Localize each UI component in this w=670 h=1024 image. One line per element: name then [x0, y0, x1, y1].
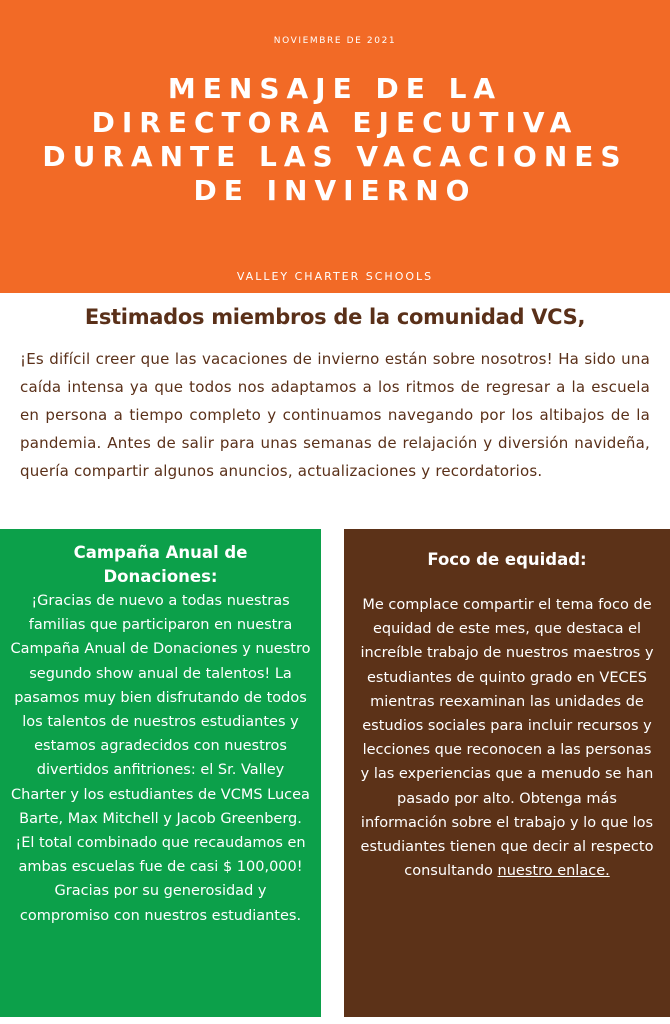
equity-title: Foco de equidad:: [427, 550, 587, 569]
intro-paragraph: ¡Es difícil creer que las vacaciones de invierno están sobre nosotros! Ha sido una caída intensa ya que todos nos adaptamos a los ritmos de regresar a la escuela en persona a tiempo completo y continuamos navegando por los altibajos de la pandemia. Antes de salir para unas semanas de relajación y diversión navideña, quería compartir algunos anuncios, actualizaciones y recordatorios.: [20, 350, 650, 480]
header-banner: [0, 0, 670, 293]
campaign-section: [0, 529, 321, 1017]
equity-link[interactable]: nuestro enlace.: [497, 863, 610, 880]
campaign-body: ¡Gracias de nuevo a todas nuestras familias que participaron en nuestra Campaña Anual de Donaciones y nuestro segundo show anual de talentos! La pasamos muy bien disfrutando de todos los talentos de nuestros estudiantes y estamos agradecidos con nuestros divertidos anfitriones: el Sr. Valley Charter y los estudiantes de VCMS Lucea Barte, Max Mitchell y Jacob Greenberg. ¡El total combinado que recaudamos en ambas escuelas fue de casi $ 100,000! Gracias por su generosidad y compromiso con nuestros estudiantes.: [10, 593, 311, 924]
equity-body-container: [344, 572, 670, 883]
equity-body: Me complace compartir el tema foco de equidad de este mes, que destaca el increíble trabajo de nuestros maestros y estudiantes de quinto grado en VECES mientras reexaminan las unidades de estudios sociales para incluir recursos y lecciones que reconocen a las personas y las experiencias que a menudo se han pasado por alto. Obtenga más información sobre el trabajo y lo que los estudiantes tienen que decir al respecto consultando: [360, 597, 654, 880]
issue-date: NOVIEMBRE DE 2021: [273, 36, 397, 46]
equity-section: [344, 529, 670, 1017]
campaign-title: Campaña Anual de Donaciones:: [73, 543, 248, 586]
page-title: MENSAJE DE LA DIRECTORA EJECUTIVA DURANTE LAS VACACIONES DE INVIERNO: [42, 72, 628, 207]
organization-name: VALLEY CHARTER SCHOOLS: [236, 270, 434, 283]
greeting-heading: Estimados miembros de la comunidad VCS,: [84, 305, 586, 329]
